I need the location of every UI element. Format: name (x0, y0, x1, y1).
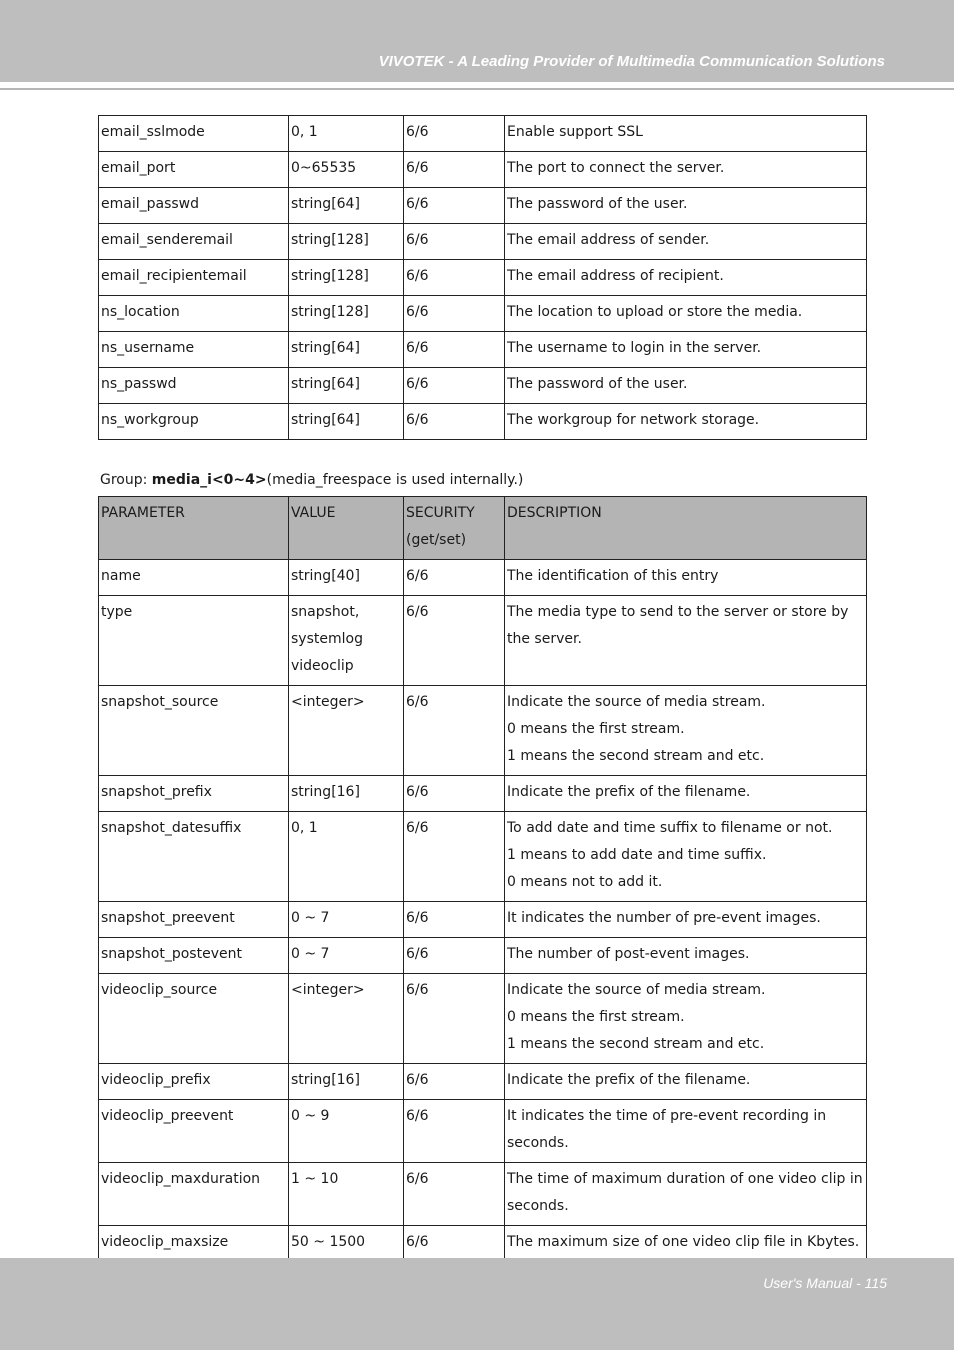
header-title: VIVOTEK - A Leading Provider of Multimedia Communication Solutions (378, 53, 885, 70)
footer-band (0, 1258, 954, 1350)
table-row (99, 404, 867, 440)
cell-value (289, 902, 404, 938)
parameter-table-media (98, 496, 867, 1262)
table-row (99, 1100, 867, 1163)
cell-value (289, 1100, 404, 1163)
cell-text: It indicates the time of pre-event recording in (507, 1108, 827, 1124)
cell-description (505, 1163, 867, 1226)
cell-value (289, 1226, 404, 1262)
cell-security (404, 560, 505, 596)
cell-parameter (99, 812, 289, 902)
cell-parameter: ns_workgroup (99, 404, 289, 440)
cell-value (289, 1064, 404, 1100)
cell-value (289, 560, 404, 596)
cell-parameter: email_senderemail (99, 224, 289, 260)
table-row (99, 938, 867, 974)
cell-value: string[64] (289, 404, 404, 440)
cell-parameter (99, 974, 289, 1064)
cell-security (404, 776, 505, 812)
cell-value: string[64] (289, 188, 404, 224)
table-row (99, 974, 867, 1064)
cell-security: 6/6 (404, 332, 505, 368)
cell-text: 50 ~ 1500 (291, 1234, 366, 1250)
table-row (99, 1064, 867, 1100)
header-security (404, 497, 505, 560)
cell-value: string[64] (289, 368, 404, 404)
cell-text: 0 means the first stream. (507, 1009, 685, 1025)
cell-text: To add date and time suffix to filename or not. (507, 820, 833, 836)
cell-parameter (99, 776, 289, 812)
cell-text: 1 ~ 10 (291, 1171, 339, 1187)
table-row (99, 1163, 867, 1226)
cell-text: It indicates the number of pre-event images. (507, 910, 821, 926)
cell-security: 6/6 (404, 152, 505, 188)
cell-text: snapshot, (291, 604, 360, 620)
cell-value: string[64] (289, 332, 404, 368)
cell-parameter (99, 560, 289, 596)
header-value (289, 497, 404, 560)
table-row (99, 776, 867, 812)
cell-parameter: ns_username (99, 332, 289, 368)
cell-security (404, 938, 505, 974)
cell-text: 6/6 (406, 946, 429, 962)
cell-text: 0 ~ 9 (291, 1108, 330, 1124)
cell-text: seconds. (507, 1135, 569, 1151)
table-row (99, 116, 867, 152)
cell-description (505, 1064, 867, 1100)
cell-text: type (101, 604, 133, 620)
table-row (99, 260, 867, 296)
cell-text: videoclip_source (101, 982, 218, 998)
cell-parameter (99, 1226, 289, 1262)
cell-description (505, 1226, 867, 1262)
cell-text: systemlog (291, 631, 363, 647)
cell-text: PARAMETER (101, 505, 185, 521)
cell-value (289, 1163, 404, 1226)
table-header-row (99, 497, 867, 560)
cell-description (505, 1100, 867, 1163)
group-note: (media_freespace is used internally.) (266, 472, 524, 488)
cell-text: 6/6 (406, 1234, 429, 1250)
cell-parameter: email_port (99, 152, 289, 188)
cell-text: snapshot_preevent (101, 910, 235, 926)
cell-parameter: ns_passwd (99, 368, 289, 404)
cell-text: snapshot_source (101, 694, 219, 710)
table-row (99, 368, 867, 404)
cell-text: videoclip (291, 658, 354, 674)
cell-parameter (99, 1163, 289, 1226)
cell-text: snapshot_prefix (101, 784, 212, 800)
cell-text: 6/6 (406, 784, 429, 800)
table-row (99, 224, 867, 260)
table-row (99, 152, 867, 188)
cell-security: 6/6 (404, 260, 505, 296)
cell-description (505, 560, 867, 596)
page-footer: User's Manual - 115 (763, 1275, 887, 1291)
table-row (99, 332, 867, 368)
table-row (99, 596, 867, 686)
cell-description: The location to upload or store the media. (505, 296, 867, 332)
header-description (505, 497, 867, 560)
table-row (99, 188, 867, 224)
cell-text: 6/6 (406, 1108, 429, 1124)
cell-text: Indicate the source of media stream. (507, 694, 766, 710)
cell-text: Indicate the source of media stream. (507, 982, 766, 998)
cell-value (289, 812, 404, 902)
cell-parameter (99, 902, 289, 938)
cell-description: Enable support SSL (505, 116, 867, 152)
cell-text: string[16] (291, 784, 360, 800)
cell-text: videoclip_maxduration (101, 1171, 261, 1187)
group-name: media_i<0~4> (151, 472, 267, 488)
cell-text: The maximum size of one video clip file in Kbytes. (507, 1234, 860, 1250)
table-row (99, 812, 867, 902)
header-rule (0, 88, 954, 90)
table-row (99, 560, 867, 596)
cell-text: videoclip_prefix (101, 1072, 211, 1088)
cell-text: 6/6 (406, 1072, 429, 1088)
cell-text: DESCRIPTION (507, 505, 602, 521)
cell-security: 6/6 (404, 296, 505, 332)
cell-text: 1 means the second stream and etc. (507, 1036, 765, 1052)
cell-parameter (99, 938, 289, 974)
cell-description: The email address of recipient. (505, 260, 867, 296)
cell-parameter: ns_location (99, 296, 289, 332)
group-prefix: Group: (100, 472, 152, 488)
cell-text: string[16] (291, 1072, 360, 1088)
cell-text: seconds. (507, 1198, 569, 1214)
cell-description: The workgroup for network storage. (505, 404, 867, 440)
cell-security (404, 686, 505, 776)
cell-description (505, 776, 867, 812)
cell-value: 0~65535 (289, 152, 404, 188)
cell-security (404, 902, 505, 938)
cell-text: Indicate the prefix of the filename. (507, 1072, 751, 1088)
cell-text: 1 means to add date and time suffix. (507, 847, 767, 863)
cell-security (404, 812, 505, 902)
cell-text: The media type to send to the server or store by (507, 604, 849, 620)
cell-parameter: email_passwd (99, 188, 289, 224)
cell-description (505, 938, 867, 974)
cell-parameter (99, 596, 289, 686)
cell-description: The password of the user. (505, 368, 867, 404)
cell-value (289, 686, 404, 776)
cell-value: string[128] (289, 260, 404, 296)
cell-text: SECURITY (406, 505, 475, 521)
cell-parameter: email_sslmode (99, 116, 289, 152)
cell-security (404, 1163, 505, 1226)
cell-description (505, 686, 867, 776)
cell-value (289, 776, 404, 812)
cell-security (404, 1100, 505, 1163)
cell-parameter (99, 1100, 289, 1163)
header-parameter (99, 497, 289, 560)
cell-description (505, 902, 867, 938)
cell-text: 6/6 (406, 694, 429, 710)
group-caption (100, 472, 523, 488)
cell-text: 0 ~ 7 (291, 946, 330, 962)
cell-security: 6/6 (404, 404, 505, 440)
cell-description: The email address of sender. (505, 224, 867, 260)
cell-security (404, 596, 505, 686)
cell-text: string[40] (291, 568, 360, 584)
cell-security (404, 974, 505, 1064)
table-row (99, 902, 867, 938)
cell-text: 0 means not to add it. (507, 874, 663, 890)
cell-text: snapshot_postevent (101, 946, 242, 962)
cell-text: 6/6 (406, 820, 429, 836)
cell-text: name (101, 568, 141, 584)
cell-value (289, 974, 404, 1064)
cell-value (289, 938, 404, 974)
cell-description (505, 974, 867, 1064)
cell-text: 6/6 (406, 604, 429, 620)
cell-text: <integer> (291, 982, 365, 998)
cell-text: 0, 1 (291, 820, 318, 836)
cell-text: (get/set) (406, 532, 467, 548)
cell-text: 6/6 (406, 568, 429, 584)
cell-value (289, 596, 404, 686)
cell-security: 6/6 (404, 224, 505, 260)
cell-text: 6/6 (406, 982, 429, 998)
cell-parameter: email_recipientemail (99, 260, 289, 296)
cell-parameter (99, 686, 289, 776)
table-row (99, 686, 867, 776)
cell-text: snapshot_datesuffix (101, 820, 242, 836)
cell-text: 6/6 (406, 1171, 429, 1187)
cell-description: The username to login in the server. (505, 332, 867, 368)
cell-text: 1 means the second stream and etc. (507, 748, 765, 764)
cell-security: 6/6 (404, 188, 505, 224)
cell-security (404, 1226, 505, 1262)
cell-text: The time of maximum duration of one video clip in (507, 1171, 863, 1187)
cell-description: The port to connect the server. (505, 152, 867, 188)
cell-security (404, 1064, 505, 1100)
cell-value: string[128] (289, 296, 404, 332)
cell-description (505, 812, 867, 902)
cell-description: The password of the user. (505, 188, 867, 224)
cell-text: VALUE (291, 505, 336, 521)
cell-text: videoclip_preevent (101, 1108, 234, 1124)
cell-value: string[128] (289, 224, 404, 260)
cell-text: the server. (507, 631, 582, 647)
cell-security: 6/6 (404, 368, 505, 404)
cell-text: videoclip_maxsize (101, 1234, 229, 1250)
cell-security: 6/6 (404, 116, 505, 152)
cell-text: 0 means the first stream. (507, 721, 685, 737)
cell-text: The number of post-event images. (507, 946, 750, 962)
parameter-table-email-ns (98, 115, 867, 440)
cell-text: 6/6 (406, 910, 429, 926)
cell-text: <integer> (291, 694, 365, 710)
cell-parameter (99, 1064, 289, 1100)
table-row (99, 1226, 867, 1262)
cell-value: 0, 1 (289, 116, 404, 152)
table-row (99, 296, 867, 332)
cell-text: The identification of this entry (507, 568, 719, 584)
cell-description (505, 596, 867, 686)
cell-text: Indicate the prefix of the filename. (507, 784, 751, 800)
cell-text: 0 ~ 7 (291, 910, 330, 926)
